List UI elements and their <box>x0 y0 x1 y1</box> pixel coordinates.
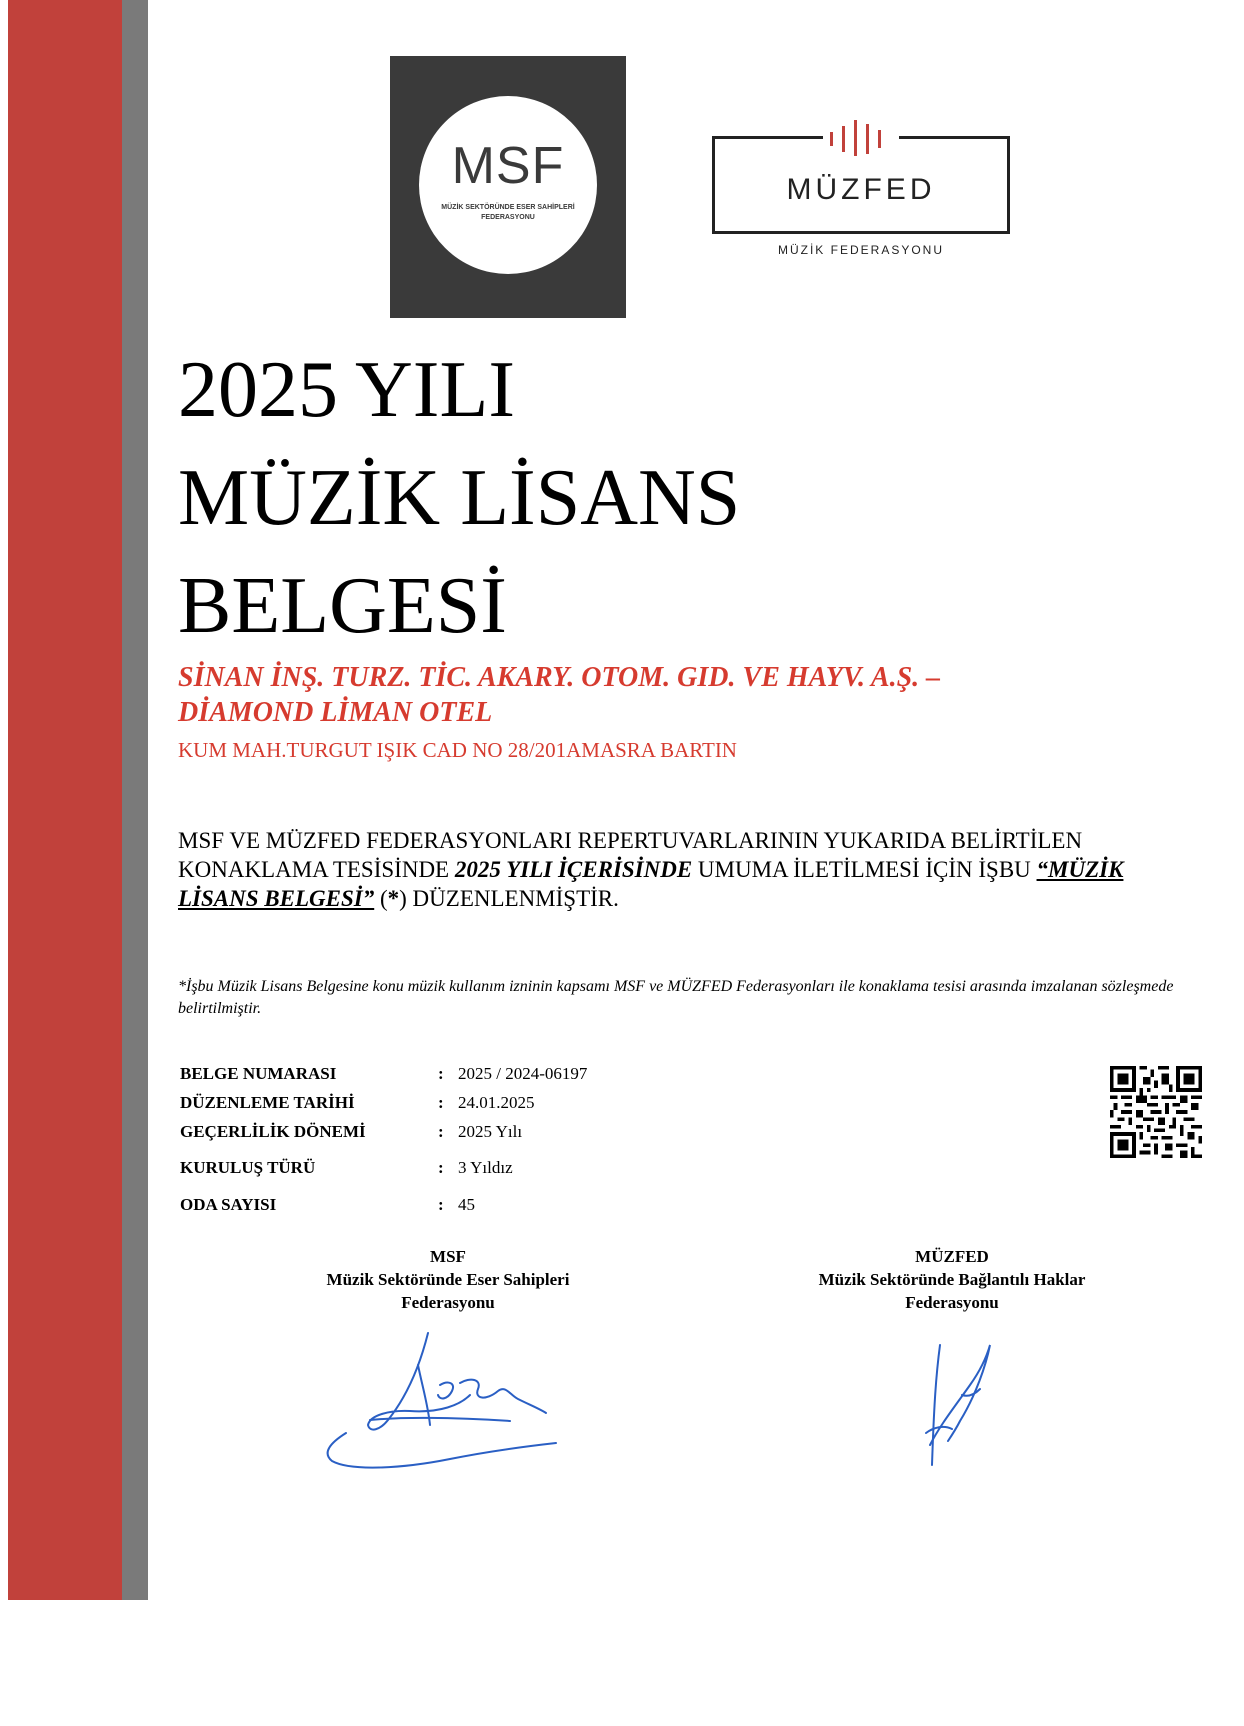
detail-colon: : <box>438 1195 444 1214</box>
signatory-name: MÜZFED <box>915 1247 989 1266</box>
detail-label: GEÇERLİLİK DÖNEMİ <box>180 1122 366 1141</box>
statement-year-phrase: 2025 YILI İÇERİSİNDE <box>454 857 693 882</box>
left-red-bar <box>8 0 122 1600</box>
statement-part-7: ) DÜZENLENMİŞTİR. <box>399 886 619 911</box>
muzfed-signature <box>900 1325 1020 1475</box>
signatory-line-1: Müzik Sektöründe Bağlantılı Haklar <box>818 1270 1086 1289</box>
sound-bars-icon <box>828 120 894 156</box>
detail-label: BELGE NUMARASI <box>180 1064 337 1083</box>
detail-value: 45 <box>458 1195 475 1214</box>
msf-logo-circle <box>419 96 597 274</box>
muzfed-logo-subtitle: MÜZİK FEDERASYONU <box>777 243 944 257</box>
msf-logo-subtitle <box>433 203 583 223</box>
footnote: *İşbu Müzik Lisans Belgesine konu müzik kullanım izninin kapsamı MSF ve MÜZFED Federasyonları ile konaklama tesisi arasında imzalanan sözleşmede belirtilmiştir. <box>178 978 1174 1017</box>
licensee-company <box>178 660 1178 730</box>
title-line-3: BELGESİ <box>178 562 507 650</box>
detail-value: 3 Yıldız <box>458 1158 513 1177</box>
detail-label: ODA SAYISI <box>180 1195 277 1214</box>
signatory-line-1: Müzik Sektöründe Eser Sahipleri <box>326 1270 570 1289</box>
muzfed-logo-name: MÜZFED <box>786 173 936 206</box>
statement-license-name: “MÜZİK LİSANS BELGESİ” <box>178 857 1124 911</box>
msf-logo-subtitle-line1: MÜZİK SEKTÖRÜNDE ESER SAHİPLERİ <box>441 204 575 211</box>
msf-signature <box>310 1325 570 1475</box>
licensee-address: KUM MAH.TURGUT IŞIK CAD NO 28/201AMASRA BARTIN <box>178 738 737 762</box>
company-line-2: DİAMOND LİMAN OTEL <box>178 697 493 728</box>
company-line-1: SİNAN İNŞ. TURZ. TİC. AKARY. OTOM. GID. VE HAYV. A.Ş. – <box>178 662 941 693</box>
statement-asterisk: * <box>387 886 400 911</box>
title-line-1: 2025 YILI <box>178 346 515 434</box>
title-line-2: MÜZİK LİSANS <box>178 454 741 542</box>
license-statement <box>178 826 1208 913</box>
detail-value: 2025 / 2024-06197 <box>458 1064 588 1083</box>
statement-part-5: ( <box>374 886 388 911</box>
msf-logo-acronym: MSF <box>451 137 565 195</box>
detail-label: KURULUŞ TÜRÜ <box>180 1158 316 1177</box>
signatory-line-2: Federasyonu <box>401 1293 495 1312</box>
statement-part-1: MSF VE MÜZFED FEDERASYONLARI REPERTUVARLARININ YUKARIDA BELİRTİLEN KONAKLAMA TESİSİNDE <box>178 828 1083 882</box>
detail-value: 24.01.2025 <box>458 1093 535 1112</box>
signatory-name: MSF <box>430 1247 466 1266</box>
signatory-msf <box>288 1245 608 1314</box>
left-gray-bar <box>122 0 148 1600</box>
detail-colon: : <box>438 1093 444 1112</box>
muzfed-logo <box>712 136 1010 234</box>
signatory-line-2: Federasyonu <box>905 1293 999 1312</box>
qr-code-icon[interactable] <box>1110 1066 1202 1158</box>
detail-label: DÜZENLEME TARİHİ <box>180 1093 355 1112</box>
detail-value: 2025 Yılı <box>458 1122 523 1141</box>
statement-part-3: UMUMA İLETİLMESİ İÇİN İŞBU <box>692 857 1037 882</box>
detail-colon: : <box>438 1158 444 1177</box>
msf-logo <box>390 56 626 318</box>
detail-colon: : <box>438 1122 444 1141</box>
document-title <box>178 336 740 660</box>
signatory-muzfed <box>792 1245 1112 1314</box>
detail-colon: : <box>438 1064 444 1083</box>
msf-logo-subtitle-line2: FEDERASYONU <box>481 214 535 221</box>
